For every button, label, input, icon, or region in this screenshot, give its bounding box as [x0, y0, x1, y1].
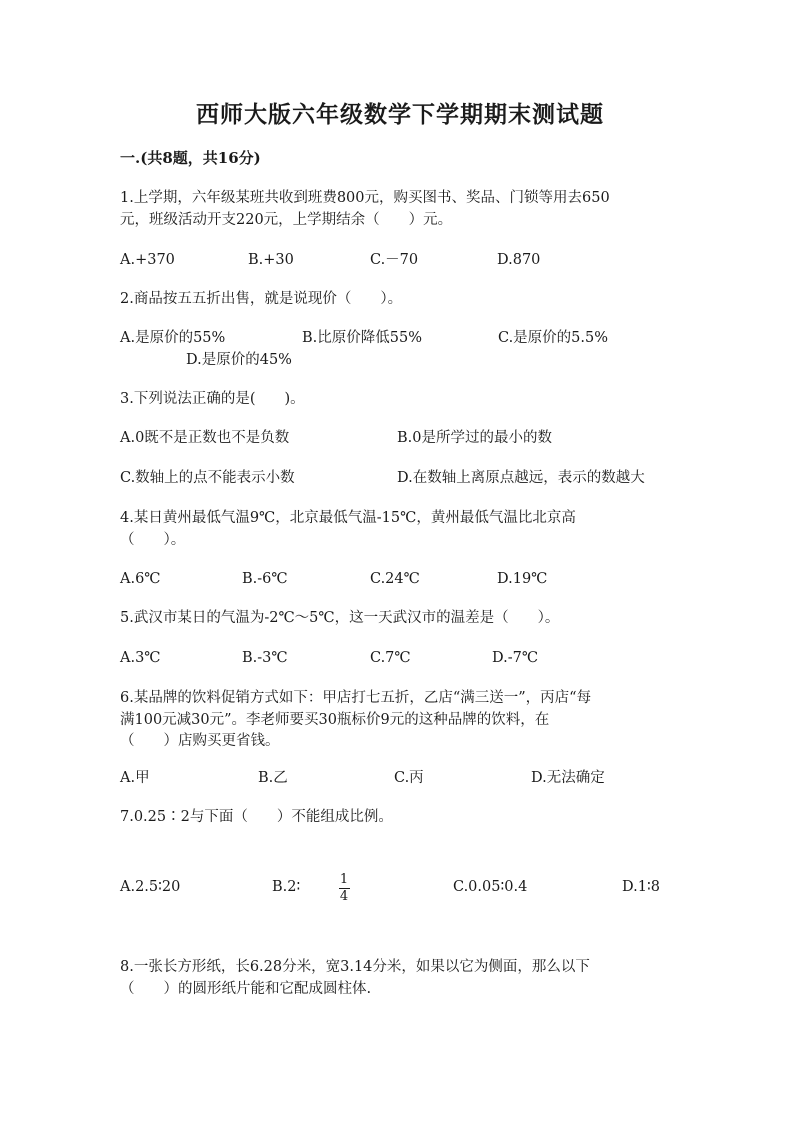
- question-6-text-line-1: 6.某品牌的饮料促销方式如下：甲店打七五折，乙店“满三送一”，丙店“每: [120, 690, 592, 706]
- question-4-text-line-1: 4.某日黄州最低气温9℃，北京最低气温-15℃，黄州最低气温比北京高: [120, 510, 576, 526]
- question-8-text-line-1: 8.一张长方形纸，长6.28分米，宽3.14分米，如果以它为侧面，那么以下: [120, 959, 590, 975]
- question-6-text-line-3: （ ）店购买更省钱。: [120, 733, 280, 749]
- question-3-option-d: D.在数轴上离原点越远，表示的数越大: [397, 470, 645, 486]
- question-4-option-b: B.-6℃: [242, 571, 288, 587]
- question-3-option-a: A.0既不是正数也不是负数: [120, 430, 290, 446]
- question-1-option-c: C.－70: [370, 252, 419, 268]
- question-1-option-d: D.870: [497, 252, 541, 268]
- question-2-option-c: C.是原价的5.5%: [498, 330, 609, 346]
- question-5-text: 5.武汉市某日的气温为-2℃～5℃，这一天武汉市的温差是（ ）。: [120, 610, 560, 626]
- question-4-text-line-2: （ ）。: [120, 532, 186, 548]
- question-2-option-a: A.是原价的55%: [120, 330, 226, 346]
- question-2-text: 2.商品按五五折出售，就是说现价（ ）。: [120, 291, 403, 307]
- question-7-text: 7.0.25∶2与下面（ ）不能组成比例。: [120, 809, 393, 825]
- fraction-denominator: 4: [339, 889, 349, 904]
- question-4-option-a: A.6℃: [120, 571, 161, 587]
- question-2-option-b: B.比原价降低55%: [302, 330, 422, 346]
- question-6-option-d: D.无法确定: [531, 770, 605, 786]
- question-2-option-d: D.是原价的45%: [186, 352, 292, 368]
- question-5-option-b: B.-3℃: [242, 650, 288, 666]
- question-4-option-c: C.24℃: [370, 571, 420, 587]
- question-6-option-a: A.甲: [120, 770, 150, 786]
- section-heading: 一.(共8题，共16分): [120, 149, 261, 167]
- question-1-text-line-1: 1.上学期，六年级某班共收到班费800元，购买图书、奖品、门锁等用去650: [120, 190, 610, 206]
- page-title: 西师大版六年级数学下学期期末测试题: [196, 101, 604, 128]
- question-6-option-c: C.丙: [394, 770, 424, 786]
- fraction-numerator: 1: [339, 872, 349, 887]
- question-1-option-b: B.+30: [248, 252, 294, 268]
- question-5-option-d: D.-7℃: [492, 650, 539, 666]
- question-6-text-line-2: 满100元减30元”。李老师要买30瓶标价9元的这种品牌的饮料，在: [120, 712, 550, 728]
- question-7-option-a: A.2.5∶20: [120, 879, 181, 895]
- question-6-option-b: B.乙: [258, 770, 288, 786]
- question-7-option-b: B.2∶: [272, 879, 301, 895]
- question-3-text: 3.下列说法正确的是( )。: [120, 391, 305, 407]
- question-3-option-b: B.0是所学过的最小的数: [397, 430, 552, 446]
- question-1-option-a: A.+370: [120, 252, 175, 268]
- question-5-option-c: C.7℃: [370, 650, 411, 666]
- question-7-option-d: D.1∶8: [622, 879, 660, 895]
- question-5-option-a: A.3℃: [120, 650, 161, 666]
- question-4-option-d: D.19℃: [497, 571, 548, 587]
- question-8-text-line-2: （ ）的圆形纸片能和它配成圆柱体.: [120, 981, 372, 997]
- question-7-option-c: C.0.05∶0.4: [453, 879, 528, 895]
- question-1-text-line-2: 元，班级活动开支220元，上学期结余（ ）元。: [120, 212, 453, 228]
- question-3-option-c: C.数轴上的点不能表示小数: [120, 470, 295, 486]
